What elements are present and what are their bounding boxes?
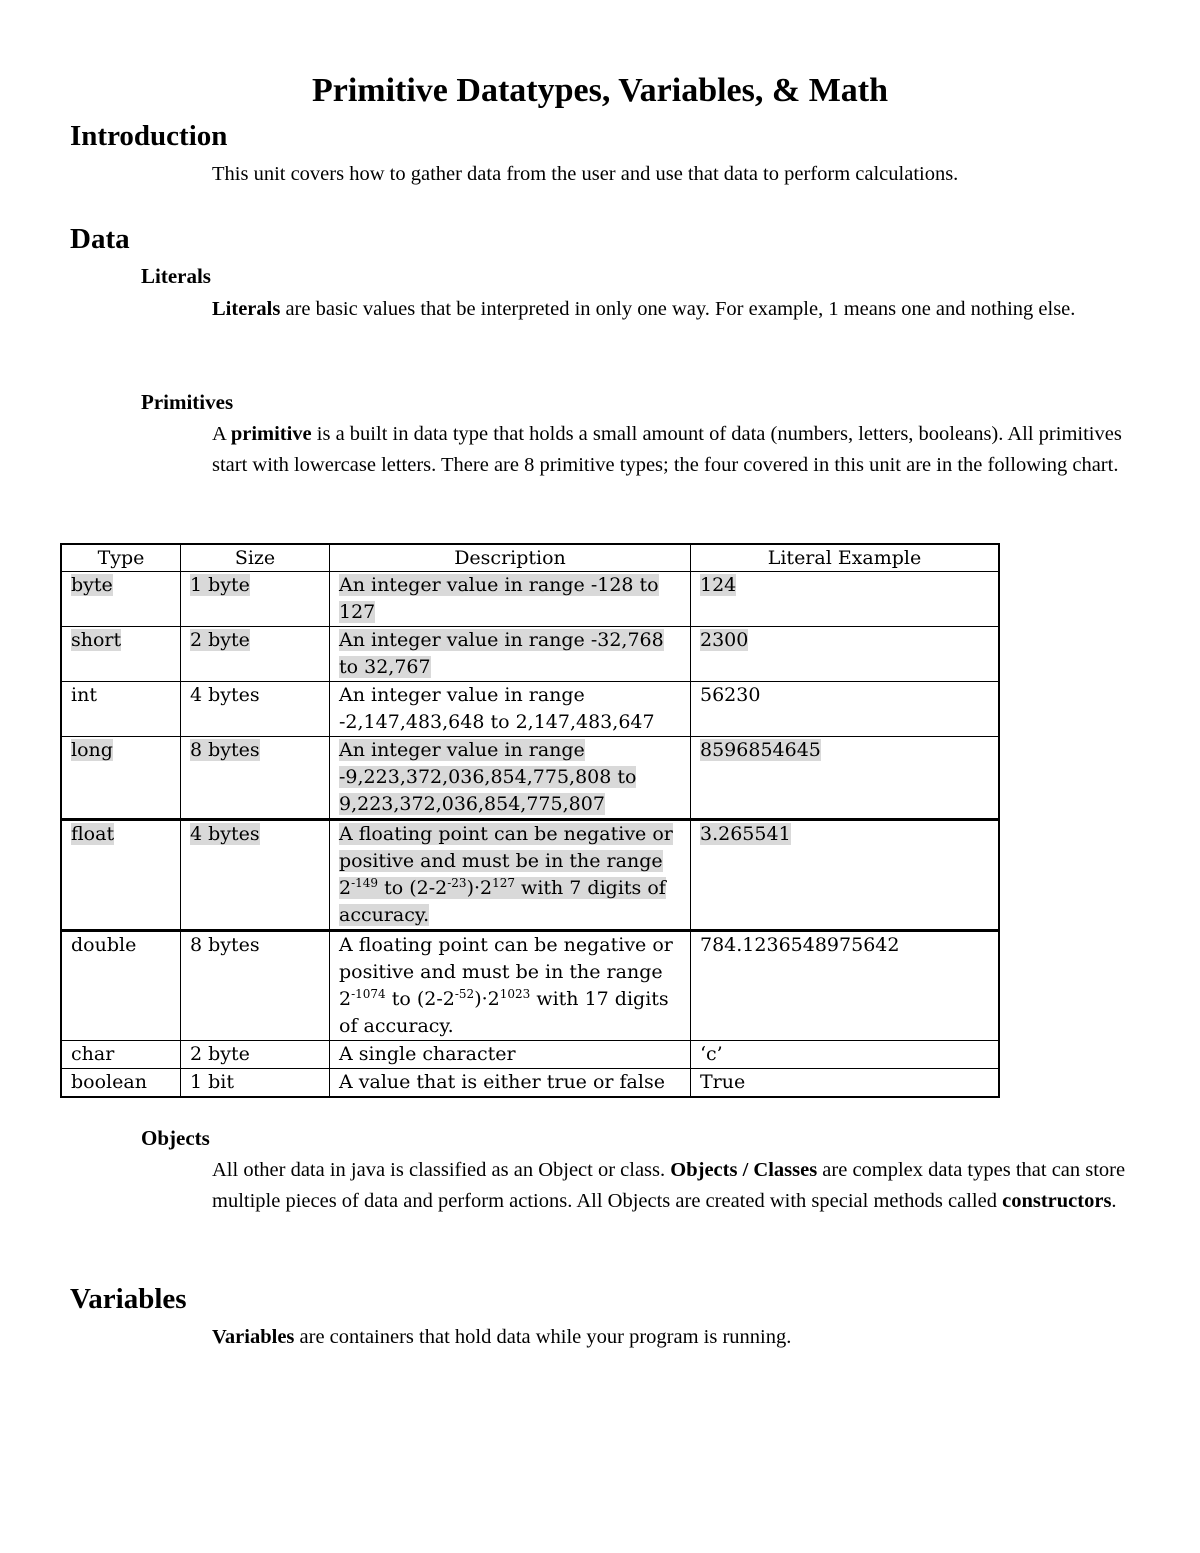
cell-size-text: 2 byte — [190, 629, 250, 651]
cell-type — [61, 572, 181, 627]
cell-description-text: An integer value in range -2,147,483,648 to 2,147,483,647 — [339, 684, 655, 733]
heading-introduction: Introduction — [70, 120, 228, 152]
cell-size — [181, 1041, 330, 1069]
heading-variables: Variables — [70, 1283, 187, 1315]
cell-size — [181, 627, 330, 682]
cell-description-text — [339, 934, 673, 1037]
cell-size-text: 1 byte — [190, 574, 250, 596]
literals-text — [212, 294, 1142, 325]
cell-description — [330, 1041, 691, 1069]
cell-literal-example-text: 2300 — [700, 629, 749, 651]
heading-data: Data — [70, 223, 130, 255]
cell-description — [330, 820, 691, 931]
cell-description — [330, 737, 691, 820]
table-row — [61, 1041, 999, 1069]
description-part: with 7 digits of accuracy. — [339, 877, 666, 926]
primitives-term: primitive — [230, 423, 312, 445]
literals-description: are basic values that be interpreted in only one way. For example, 1 means one and nothing else. — [280, 298, 1076, 320]
primitives-description: is a built in data type that holds a small amount of data (numbers, letters, booleans). All primitives start with lowercase letters. There are 8 primitive types; the four covered in this unit are in the following chart. — [212, 423, 1122, 476]
cell-size — [181, 820, 330, 931]
table-row — [61, 682, 999, 737]
table-row — [61, 931, 999, 1041]
objects-term: Objects / Classes — [670, 1159, 818, 1181]
exponent: -149 — [351, 876, 379, 890]
cell-type — [61, 931, 181, 1041]
cell-literal-example — [691, 1041, 1000, 1069]
cell-size — [181, 931, 330, 1041]
cell-description — [330, 1069, 691, 1098]
cell-size — [181, 682, 330, 737]
heading-primitives: Primitives — [141, 390, 234, 414]
cell-type-text: long — [71, 739, 113, 761]
cell-size-text: 4 bytes — [190, 823, 260, 845]
cell-type — [61, 820, 181, 931]
objects-text-after: . — [1111, 1190, 1117, 1212]
cell-size — [181, 1069, 330, 1098]
objects-text-middle: are complex data types that can store multiple pieces of data and perform actions. All Objects are created with special methods called — [212, 1159, 1126, 1212]
table-row — [61, 737, 999, 820]
cell-size-text: 1 bit — [190, 1071, 235, 1093]
cell-description — [330, 682, 691, 737]
table-row — [61, 1069, 999, 1098]
cell-size-text: 2 byte — [190, 1043, 250, 1065]
objects-text-before: All other data in java is classified as an Object or class. — [212, 1159, 671, 1181]
cell-description-text: An integer value in range -9,223,372,036,854,775,808 to 9,223,372,036,854,775,807 — [339, 739, 637, 815]
objects-text — [212, 1155, 1142, 1217]
exponent: -23 — [447, 876, 467, 890]
cell-size-text: 8 bytes — [190, 739, 260, 761]
cell-description — [330, 931, 691, 1041]
primitives-prefix: A — [212, 423, 231, 445]
cell-type-text: byte — [71, 574, 113, 596]
table-row — [61, 572, 999, 627]
cell-literal-example-text: 124 — [700, 574, 737, 596]
cell-type-text: char — [71, 1043, 115, 1065]
exponent: -1074 — [351, 987, 386, 1001]
table-header-row — [61, 544, 999, 572]
table-body — [61, 572, 999, 1098]
cell-size — [181, 737, 330, 820]
cell-literal-example-text: 3.265541 — [700, 823, 791, 845]
cell-literal-example-text: 784.1236548975642 — [700, 934, 900, 956]
cell-literal-example-text: ‘c’ — [700, 1043, 723, 1065]
header-size: Size — [181, 544, 330, 572]
cell-description — [330, 627, 691, 682]
variables-text — [212, 1322, 1142, 1353]
variables-description: are containers that hold data while your program is running. — [294, 1326, 792, 1348]
constructors-term: constructors — [1002, 1190, 1112, 1212]
cell-literal-example — [691, 820, 1000, 931]
primitive-types-table — [60, 543, 1000, 1098]
cell-description — [330, 572, 691, 627]
description-part: to (2-2 — [378, 877, 448, 899]
cell-size-text: 8 bytes — [190, 934, 260, 956]
description-part: A floating point can be negative or positive and must be in the range 2 — [339, 823, 673, 899]
cell-description-text: An integer value in range -32,768 to 32,767 — [339, 629, 664, 678]
exponent: 127 — [492, 876, 516, 890]
variables-term: Variables — [212, 1326, 295, 1348]
header-type: Type — [61, 544, 181, 572]
primitives-text — [212, 419, 1142, 481]
cell-description-text: A value that is either true or false — [339, 1071, 665, 1093]
cell-description-text: An integer value in range -128 to 127 — [339, 574, 659, 623]
cell-type — [61, 1069, 181, 1098]
page-title: Primitive Datatypes, Variables, & Math — [311, 72, 889, 109]
table-row — [61, 627, 999, 682]
header-literal-example: Literal Example — [691, 544, 1000, 572]
cell-description-text: A single character — [339, 1043, 516, 1065]
introduction-text: This unit covers how to gather data from the user and use that data to perform calculations. — [212, 163, 959, 185]
cell-literal-example-text: 8596854645 — [700, 739, 821, 761]
cell-literal-example-text: True — [700, 1071, 746, 1093]
description-part: A floating point can be negative or positive and must be in the range 2 — [339, 934, 673, 1010]
cell-type-text: int — [71, 684, 97, 706]
cell-type — [61, 1041, 181, 1069]
cell-description-text — [339, 823, 673, 926]
cell-literal-example — [691, 737, 1000, 820]
cell-literal-example — [691, 572, 1000, 627]
cell-type — [61, 737, 181, 820]
cell-size — [181, 572, 330, 627]
cell-type-text: double — [71, 934, 137, 956]
literals-term: Literals — [212, 298, 281, 320]
cell-type-text: float — [71, 823, 115, 845]
cell-type-text: boolean — [71, 1071, 147, 1093]
cell-literal-example-text: 56230 — [700, 684, 761, 706]
exponent: 1023 — [499, 987, 531, 1001]
cell-size-text: 4 bytes — [190, 684, 260, 706]
description-part: to (2-2 — [385, 988, 455, 1010]
cell-type — [61, 682, 181, 737]
table-row — [61, 820, 999, 931]
description-part: )·2 — [466, 877, 493, 899]
exponent: -52 — [454, 987, 475, 1001]
cell-type-text: short — [71, 629, 122, 651]
cell-literal-example — [691, 682, 1000, 737]
cell-literal-example — [691, 627, 1000, 682]
cell-literal-example — [691, 931, 1000, 1041]
cell-literal-example — [691, 1069, 1000, 1098]
cell-type — [61, 627, 181, 682]
heading-literals: Literals — [141, 264, 211, 288]
description-part: )·2 — [474, 988, 500, 1010]
heading-objects: Objects — [141, 1126, 210, 1150]
description-part: with 17 digits of accuracy. — [339, 988, 669, 1037]
header-description: Description — [330, 544, 691, 572]
